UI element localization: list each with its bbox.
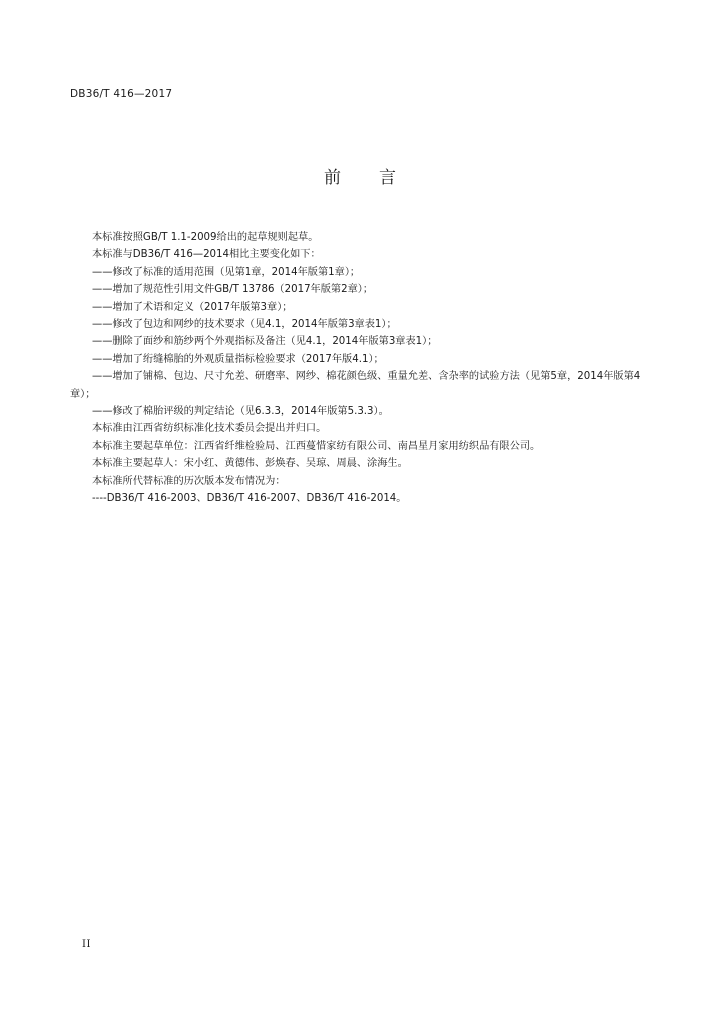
change-item-references: ——增加了规范性引用文件GB/T 13786（2017年版第2章）； [92,284,374,296]
paragraph-changes-intro: 本标准与DB36/T 416—2014相比主要变化如下： [92,249,321,261]
paragraph-drafting-units: 本标准主要起草单位：江西省纤维检验局、江西蔓惜家纺有限公司、南昌星月家用纺织品有限公司。 [92,440,541,452]
foreword-body [70,229,650,508]
page-number: II [82,939,91,950]
document-code: DB36/T 416—2017 [70,88,173,100]
change-item-grading: ——修改了棉胎评级的判定结论（见6.3.3，2014年版第5.3.3）。 [92,406,389,418]
paragraph-history-versions: ----DB36/T 416-2003、DB36/T 416-2007、DB36/T 416-2014。 [92,493,407,505]
change-item-terms: ——增加了术语和定义（2017年版第3章）； [92,301,293,313]
paragraph-history-intro: 本标准所代替标准的历次版本发布情况为： [92,475,286,487]
change-item-scope: ——修改了标准的适用范围（见第1章，2014年版第1章）； [92,266,361,278]
change-item-binding: ——修改了包边和网纱的技术要求（见4.1，2014年版第3章表1）； [92,319,397,331]
section-title: 前言 [324,168,434,188]
paragraph-proposer: 本标准由江西省纺织标准化技术委员会提出并归口。 [92,423,327,435]
paragraph-drafting-rules: 本标准按照GB/T 1.1-2009给出的起草规则起草。 [92,232,319,243]
change-item-test-methods: ——增加了铺棉、包边、尺寸允差、研磨率、网纱、棉花颜色级、重量允差、含杂率的试验方法（见第5章，2014年版第4章）； [70,371,641,400]
change-item-removed-indicators: ——删除了面纱和筋纱两个外观指标及备注（见4.1，2014年版第3章表1）； [92,336,438,348]
change-item-quilting: ——增加了绗缝棉胎的外观质量指标检验要求（2017年版4.1）； [92,353,384,365]
paragraph-drafters: 本标准主要起草人：宋小红、黄德伟、彭焕春、吴琼、周晨、涂海生。 [92,458,408,470]
